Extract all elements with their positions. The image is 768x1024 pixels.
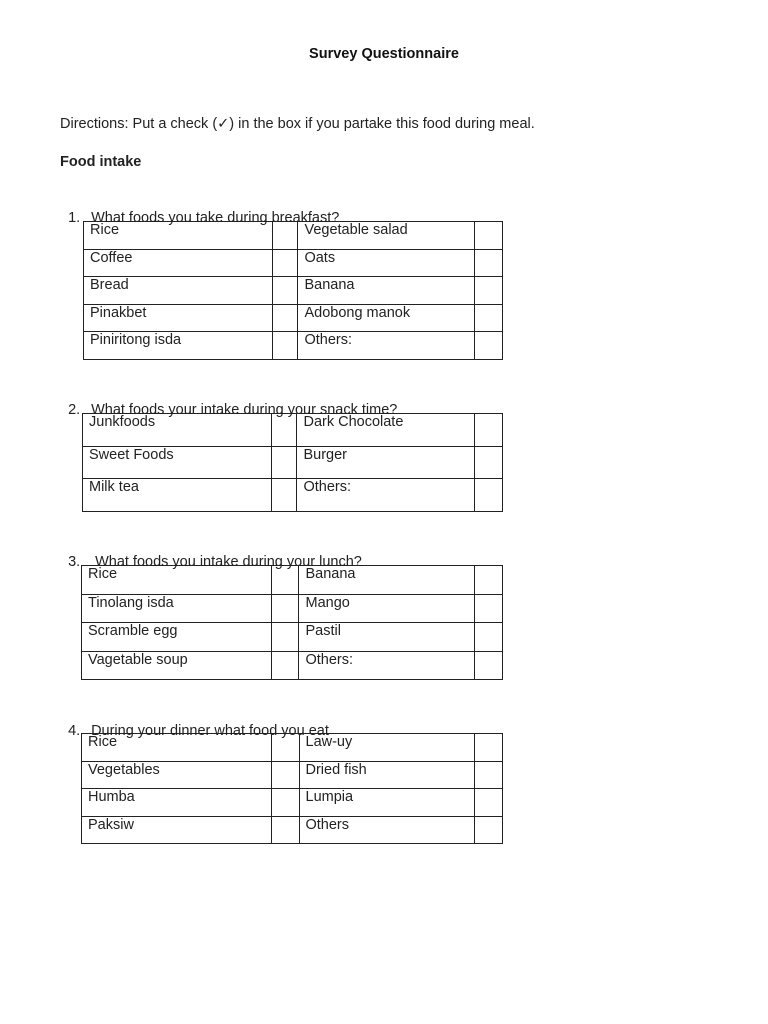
food-item-label: Banana [298,277,475,305]
table-row [82,594,503,623]
check-box[interactable] [475,479,503,512]
food-item-label: Scramble egg [82,623,272,652]
check-box[interactable] [271,623,299,652]
food-item-label: Bread [84,277,273,305]
breakfast-table [83,221,503,360]
check-box[interactable] [475,761,503,789]
check-box[interactable] [271,594,299,623]
check-box[interactable] [475,734,503,762]
question-number: 4. [68,723,81,739]
food-item-label: Adobong manok [298,304,475,332]
food-item-label: Dark Chocolate [297,414,475,447]
check-box[interactable] [272,277,298,305]
food-item-label: Banana [299,566,475,595]
table-row [84,332,503,360]
check-box[interactable] [475,222,503,250]
check-box[interactable] [475,304,503,332]
table-row [83,446,503,479]
check-box[interactable] [271,761,299,789]
food-item-label: Piniritong isda [84,332,273,360]
dinner-table [81,733,503,844]
check-box[interactable] [475,414,503,447]
check-box[interactable] [271,446,297,479]
question-number: 2. [68,402,81,418]
food-item-label: Rice [82,566,272,595]
food-item-label: Rice [84,222,273,250]
food-item-label: Sweet Foods [83,446,272,479]
table-row [84,304,503,332]
table-row [82,623,503,652]
food-item-label: Others: [298,332,475,360]
snack-table [82,413,503,512]
food-item-label: Milk tea [83,479,272,512]
question-number: 1. [68,210,81,226]
check-box[interactable] [272,222,298,250]
food-item-label: Others: [297,479,475,512]
check-box[interactable] [475,277,503,305]
check-box[interactable] [271,816,299,844]
check-box[interactable] [475,566,503,595]
table-row [84,277,503,305]
check-box[interactable] [475,789,503,817]
food-item-label: Mango [299,594,475,623]
check-box[interactable] [271,479,297,512]
food-item-label: Dried fish [299,761,475,789]
lunch-table [81,565,503,680]
food-item-label: Coffee [84,249,273,277]
question-text: What foods you intake during your lunch? [95,554,362,570]
table-row [82,789,503,817]
check-box[interactable] [475,446,503,479]
table-row [82,816,503,844]
food-item-label: Others: [299,651,475,680]
food-item-label: Paksiw [82,816,272,844]
food-item-label: Lumpia [299,789,475,817]
food-item-label: Others [299,816,475,844]
check-box[interactable] [272,304,298,332]
check-box[interactable] [271,734,299,762]
check-box[interactable] [271,789,299,817]
check-box[interactable] [272,332,298,360]
table-row [82,566,503,595]
check-box[interactable] [271,651,299,680]
question-number: 3. [68,554,81,570]
check-box[interactable] [475,594,503,623]
food-item-label: Pastil [299,623,475,652]
food-item-label: Vegetable salad [298,222,475,250]
food-item-label: Junkfoods [83,414,272,447]
question-text: What foods you take during breakfast? [91,210,340,226]
table-row [84,222,503,250]
section-heading: Food intake [60,154,142,170]
food-item-label: Rice [82,734,272,762]
food-item-label: Pinakbet [84,304,273,332]
food-item-label: Vegetables [82,761,272,789]
table-row [83,479,503,512]
food-item-label: Tinolang isda [82,594,272,623]
check-box[interactable] [271,414,297,447]
page-title: Survey Questionnaire [309,46,459,62]
check-box[interactable] [475,651,503,680]
directions-text: Directions: Put a check (✓) in the box if you partake this food during meal. [60,116,535,132]
check-box[interactable] [475,332,503,360]
food-item-label: Humba [82,789,272,817]
food-item-label: Law-uy [299,734,475,762]
check-box[interactable] [475,816,503,844]
table-row [82,761,503,789]
check-box[interactable] [475,249,503,277]
question-text: During your dinner what food you eat [91,723,329,739]
food-item-label: Burger [297,446,475,479]
table-row [82,734,503,762]
check-box[interactable] [475,623,503,652]
check-box[interactable] [272,249,298,277]
food-item-label: Vagetable soup [82,651,272,680]
question-text: What foods your intake during your snack time? [91,402,398,418]
food-item-label: Oats [298,249,475,277]
check-box[interactable] [271,566,299,595]
table-row [83,414,503,447]
table-row [84,249,503,277]
table-row [82,651,503,680]
